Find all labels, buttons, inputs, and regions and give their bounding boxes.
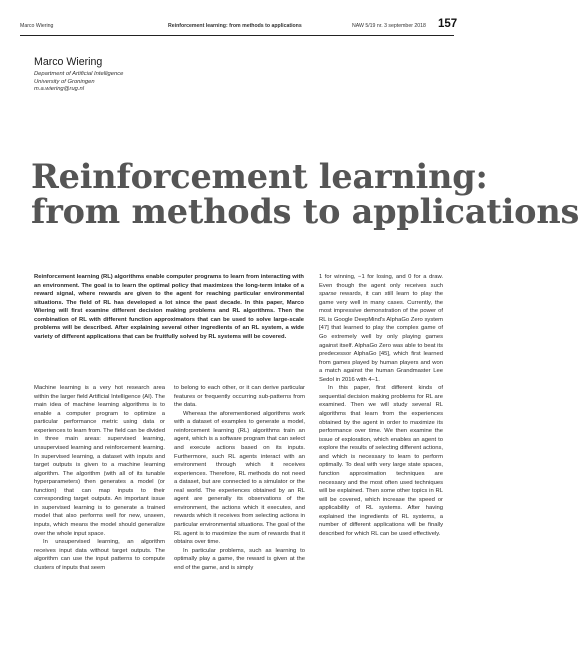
running-header-author: Marco Wiering xyxy=(20,23,54,29)
page-number: 157 xyxy=(438,18,458,30)
paragraph: Whereas the aforementioned algorithms work with a dataset of examples to generate a model, reinforcement learning (RL) algorithms train an agent, which is a software program that can select and execute actions based on its inputs. Furthermore, such RL agents interact with an environment through which it receives experiences. Therefore, RL methods do not need a dataset, but are connected to a simulator or the real world. The experiences obtained by an RL agent are generally its observations of the environment, the actions which it executes, and rewards which it receives from selecting actions in particular environmental situations. The goal of the RL agent is to maximize the sum of rewards that it obtains over time. xyxy=(174,410,305,546)
affiliation-university: University of Groningen xyxy=(34,78,95,85)
paragraph xyxy=(319,273,443,384)
paragraph: In unsupervised learning, an algorithm receives input data without target outputs. The algorithm can use the input patterns to compute clusters of inputs that seem xyxy=(34,539,165,571)
running-header-title: Reinforcement learning: from methods to applications xyxy=(168,23,302,29)
author-email: m.a.wiering@rug.nl xyxy=(34,86,85,92)
header-rule xyxy=(20,35,454,36)
paragraph: In this paper, first different kinds of sequential decision making problems for RL are examined. Then we will study several RL algorithms that learn from the experiences obtained by the agent in order to maximize its performance over time. We then examine the issue of exploration, which enables an agent to explore the results of selecting different actions, and which is necessary to learn to perform optimally. To deal with very large state spaces, function approximation techniques are necessary and the most often used techniques will be explained. Then some other topics in RL will be covered, which increase the speed or applicability of RL systems. After having explained the ingredients of RL systems, a number of different applications will be finally described for which RL can be used effectively. xyxy=(319,385,443,537)
article-title-line-2: from methods to applications xyxy=(31,192,579,231)
paragraph: In particular problems, such as learning to optimally play a game, the reward is given at the end of the game, and is simply xyxy=(174,547,305,571)
text-run: rewards, it can still learn to play the game very well in many cases. Currently, the most impressive demonstration of the power of RL is Google DeepMind's AlphaGo Zero system [47] that learned to play the complex game of Go extremely well by only playing games against itself. AlphaGo Zero was able to beat its predecessor AlphaGo [45], which first learned from games played by human players and won a match against the human Grandmaster Lee Sedol in 2016 with 4−1. xyxy=(319,291,443,383)
body-column-middle xyxy=(174,384,305,572)
text-run: 1 for winning, −1 for losing, and 0 for a draw. Even though the agent only receives such xyxy=(319,274,443,289)
paragraph: to belong to each other, or it can derive particular features or frequently occurring sub-patterns from the data. xyxy=(174,385,305,409)
abstract: Reinforcement learning (RL) algorithms enable computer programs to learn from interacting with an environment. The goal is to learn the optimal policy that maximizes the long-term intake of a reward signal, where rewards are given to the agent for reaching particular environmental situations. The field of RL has developed a lot since the past decade. In this paper, Marco Wiering will first examine different decision making problems and RL algorithms. Then the combination of RL with different function approximators that can be used to solve large-scale problems will be described. After explaining several other ingredients of an RL system, a wide variety of different applications that can be fruitfully solved by RL systems will be covered. xyxy=(34,274,304,340)
journal-issue-info: NAW 5/19 nr. 3 september 2018 xyxy=(352,23,426,29)
body-column-left xyxy=(34,384,165,572)
article-title-line-1: Reinforcement learning: xyxy=(31,157,488,196)
paragraph: Machine learning is a very hot research area within the larger field Artificial Intelligence (AI). The main idea of machine learning algorithms is to enable a computer program to optimize a particular performance metric using data or experiences to learn from. The field can be divided in three main areas: supervised learning, unsupervised learning and reinforcement learning. In supervised learning, a dataset with inputs and target outputs is given to a machine learning algorithm. The algorithm (with all of its tunable hyperparameters) then generates a model (or function) that can map inputs to their corresponding target outputs. An important issue in supervised learning is to generate a trained model that also performs well for new, unseen, inputs, which means the model should generalize over the whole input space. xyxy=(34,385,165,537)
author-name: Marco Wiering xyxy=(34,56,103,68)
affiliation-department: Department of Artificial Intelligence xyxy=(34,71,124,77)
emphasis: sparse xyxy=(319,291,337,298)
body-column-right xyxy=(319,273,443,538)
